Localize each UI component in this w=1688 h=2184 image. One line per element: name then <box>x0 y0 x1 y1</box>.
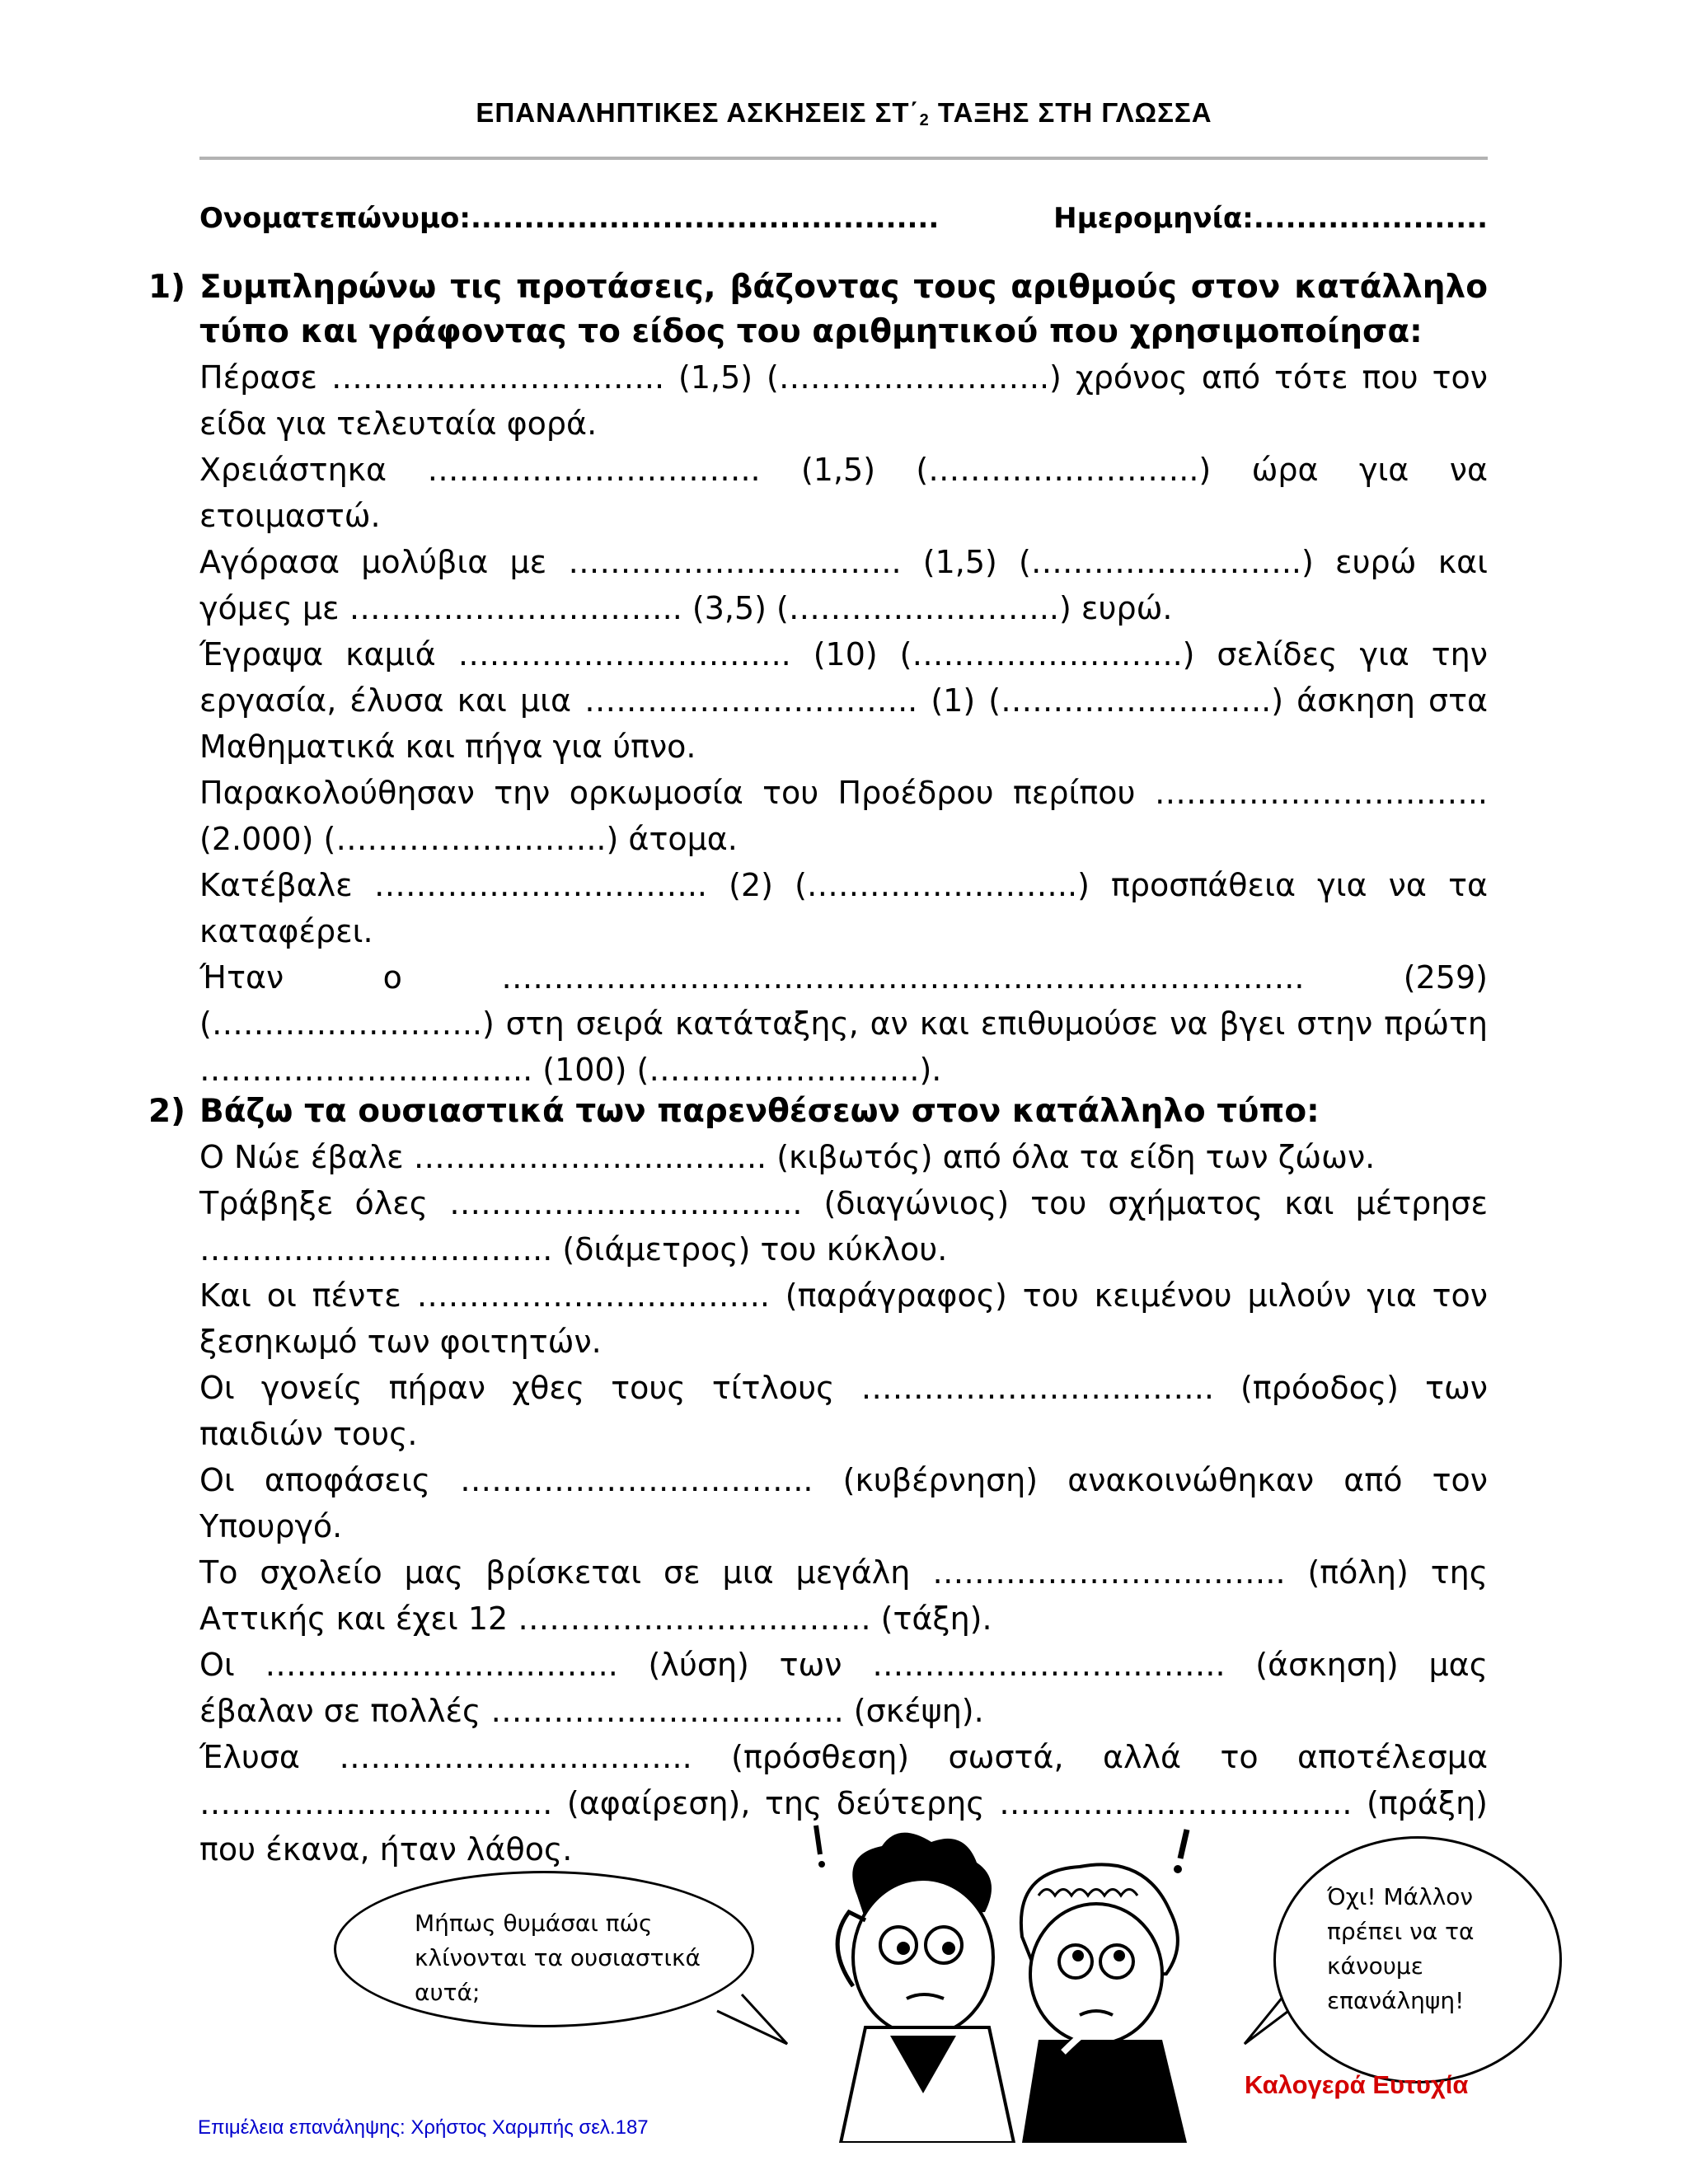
sentence: Οι γονείς πήραν χθες τους τίτλους ……………………..…….. (πρόοδος) των παιδιών τους. <box>199 1370 1488 1452</box>
sentence: Πέρασε ………………………….. (1,5) (……………………..) χρόνος από τότε που τον είδα για τελευταία φορά. <box>199 359 1488 442</box>
sentence: Οι ……………………..…….. (λύση) των ……………………..…….. (άσκηση) μας έβαλαν σε πολλές ……………………..…….. (σκέψη). <box>199 1647 1488 1729</box>
name-field-label: Ονοματεπώνυμο:............................................ <box>199 202 940 235</box>
title-part-b: ΤΑΞΗΣ ΣΤΗ ΓΛΩΣΣΑ <box>937 97 1212 128</box>
left-child-figure <box>816 1825 1014 2143</box>
sentence: Παρακολούθησαν την ορκωμοσία του Προέδρου περίπου ………………………….. (2.000) (……………………..) άτομα. <box>199 775 1488 857</box>
sentence: Χρειάστηκα ………………………….. (1,5) (……………………..) ώρα για να ετοιμαστώ. <box>199 452 1488 534</box>
left-bubble-tail <box>717 1994 787 2044</box>
sentence: Ήταν ο ………………………………………………………………….. (259) (……………………..) στη σειρά κατάταξης, αν και επιθυμούσε να βγει στην πρώτη ………………………….. (100) (……………………..). <box>199 959 1488 1088</box>
sentence: Τράβηξε όλες ……………………..…….. (διαγώνιος) του σχήματος και μέτρησε ……………………..…….. (διάμετρος) του κύκλου. <box>199 1185 1488 1268</box>
sentence: Έλυσα ……………………..…….. (πρόσθεση) σωστά, αλλά το αποτέλεσμα ……………………..…….. (αφαίρεση), της δεύτερης ……………………..…….. (πράξη) που έκανα, ήταν λάθος. <box>199 1739 1488 1868</box>
title-subscript: 2 <box>919 111 930 129</box>
left-bubble-text: Μήπως θυμάσαι πώς κλίνονται τα ουσιαστικά αυτά; <box>415 1910 701 2006</box>
exercise-1-number: 1) <box>148 269 185 306</box>
exercise-2-number: 2) <box>148 1093 185 1130</box>
sentence: Οι αποφάσεις ……………………..…….. (κυβέρνηση) ανακοινώθηκαν από τον Υπουργό. <box>199 1462 1488 1544</box>
left-speech-bubble <box>334 1871 754 2027</box>
sentence: Το σχολείο μας βρίσκεται σε μια μεγάλη ……………………..…….. (πόλη) της Αττικής και έχει 12 ……………………..…….. (τάξη). <box>199 1554 1488 1637</box>
cartoon-children-illustration <box>791 1821 1228 2143</box>
exercise-1-instruction: Συμπληρώνω τις προτάσεις, βάζοντας τους αριθμούς στον κατάλληλο τύπο και γράφοντας το είδος του αριθμητικού που χρησιμοποίησα: <box>199 269 1488 350</box>
sentence: Και οι πέντε ……………………..…….. (παράγραφος) του κειμένου μιλούν για τον ξεσηκωμό των φοιτητών. <box>199 1277 1488 1360</box>
right-bubble-text: Όχι! Μάλλον πρέπει να τα κάνουμε επανάληψη! <box>1327 1883 1475 2014</box>
right-child-figure <box>1021 1830 1187 2143</box>
exercise-2-instruction: Βάζω τα ουσιαστικά των παρενθέσεων στον κατάλληλο τύπο: <box>199 1093 1320 1130</box>
sentence: Κατέβαλε ………………………….. (2) (……………………..) προσπάθεια για να τα καταφέρει. <box>199 867 1488 949</box>
right-speech-bubble <box>1273 1836 1562 2083</box>
sentence: Αγόρασα μολύβια με ………………………….. (1,5) (……………………..) ευρώ και γόμες με ………………………….. (3,5) (……………………..) ευρώ. <box>199 544 1488 626</box>
sentence: Έγραψα καμιά ………………………….. (10) (……………………..) σελίδες για την εργασία, έλυσα και μια ………………………….. (1) (……………………..) άσκηση στα Μαθηματικά και πήγα για ύπνο. <box>199 636 1488 765</box>
date-field-label: Ημερομηνία:...................... <box>1053 202 1488 235</box>
title-part-a: ΕΠΑΝΑΛΗΠΤΙΚΕΣ ΑΣΚΗΣΕΙΣ ΣΤ΄ <box>476 97 920 128</box>
author-name: Καλογερά Ευτυχία <box>1245 2070 1469 2099</box>
sentence: Ο Νώε έβαλε ……………………..…….. (κιβωτός) από όλα τα είδη των ζώων. <box>199 1139 1376 1175</box>
footer-credit: Επιμέλεια επανάληψης: Χρήστος Χαρμπής σελ.187 <box>198 2116 649 2139</box>
